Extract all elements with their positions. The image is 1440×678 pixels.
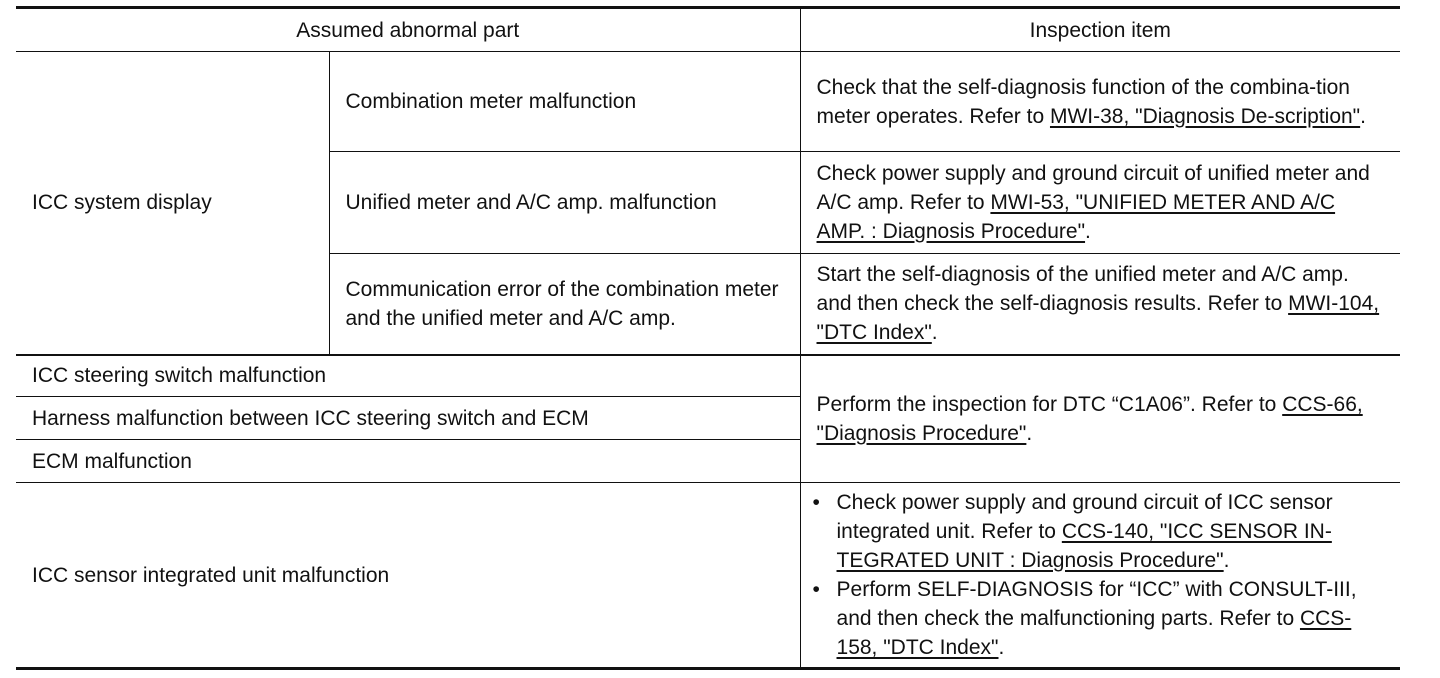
part-cell: ICC sensor integrated unit malfunction <box>16 483 800 669</box>
bullet-text <box>837 575 1385 662</box>
diagnosis-table <box>16 6 1400 670</box>
reference-link[interactable]: MWI-53, "UNIFIED METER AND A/C AMP. : Diagnosis Procedure" <box>816 191 1336 243</box>
inspection-text: Check power supply and ground circuit of unified meter and A/C amp. Refer to <box>816 162 1370 214</box>
part-cell: Harness malfunction between ICC steering switch and ECM <box>16 397 800 440</box>
inspection-text: Check that the self-diagnosis function of the combina-tion meter operates. Refer to <box>816 75 1350 128</box>
inspection-text-end: . <box>1026 421 1033 445</box>
inspection-cell <box>800 483 1400 669</box>
inspection-text-end: . <box>931 321 938 345</box>
part-cell: Communication error of the combination meter and the unified meter and A/C amp. <box>329 254 800 355</box>
part-cell: Combination meter malfunction <box>329 52 800 152</box>
inspection-cell <box>800 52 1400 152</box>
inspection-cell <box>800 254 1400 355</box>
reference-link[interactable]: CCS-140, "ICC SENSOR IN-TEGRATED UNIT : Diagnosis Procedure" <box>836 520 1332 572</box>
table-header-row <box>16 8 1400 52</box>
inspection-text-end: . <box>1223 549 1230 572</box>
bullet-icon: • <box>812 491 820 514</box>
inspection-text-end: . <box>1360 104 1366 128</box>
part-cell: Unified meter and A/C amp. malfunction <box>329 152 800 254</box>
bullet-icon: • <box>812 578 820 601</box>
inspection-text-end: . <box>1085 220 1091 243</box>
inspection-text: Start the self-diagnosis of the unified meter and A/C amp. and then check the self-diagnosis results. Refer to <box>816 263 1349 316</box>
bullet-text <box>837 488 1385 575</box>
reference-link[interactable]: CCS-66, "Diagnosis Procedure" <box>816 392 1363 445</box>
inspection-text: Check power supply and ground circuit of ICC sensor integrated unit. Refer to <box>836 491 1333 543</box>
header-inspection-item: Inspection item <box>800 8 1400 52</box>
table-row <box>16 355 1400 397</box>
icc-system-display-cell: ICC system display <box>16 52 329 355</box>
inspection-text-end: . <box>998 636 1005 659</box>
inspection-cell <box>800 152 1400 254</box>
bullet-item <box>813 575 1385 662</box>
part-cell: ECM malfunction <box>16 440 800 483</box>
table-row <box>16 483 1400 669</box>
reference-link[interactable]: CCS-158, "DTC Index" <box>836 607 1352 659</box>
table-row <box>16 52 1400 152</box>
inspection-cell <box>800 355 1400 483</box>
bullet-item <box>813 488 1385 575</box>
inspection-text: Perform the inspection for DTC “C1A06”. Refer to <box>816 392 1283 416</box>
reference-link[interactable]: MWI-104, "DTC Index" <box>816 292 1380 345</box>
reference-link[interactable]: MWI-38, "Diagnosis De-scription" <box>1049 104 1361 128</box>
header-assumed-abnormal-part: Assumed abnormal part <box>16 8 800 52</box>
part-cell: ICC steering switch malfunction <box>16 355 800 397</box>
inspection-text: Perform SELF-DIAGNOSIS for “ICC” with CONSULT-III, and then check the malfunctioning parts. Refer to <box>836 578 1357 630</box>
